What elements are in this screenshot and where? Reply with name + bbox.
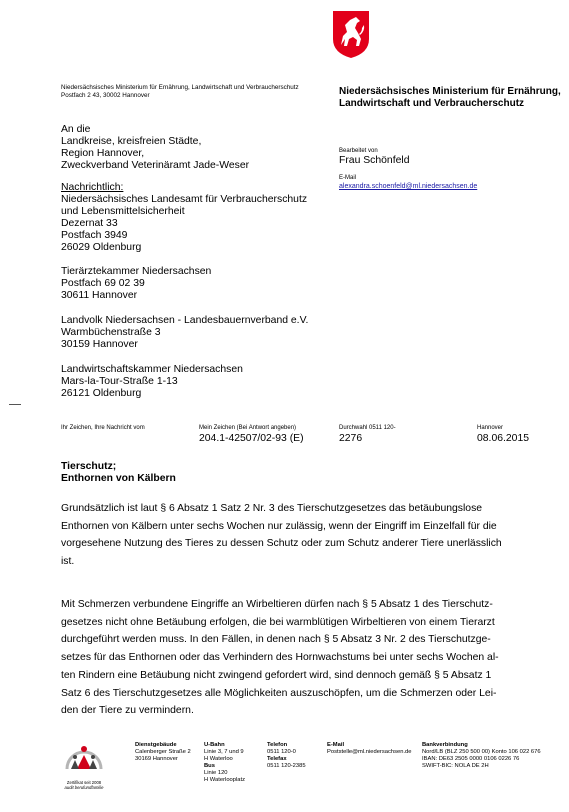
audit-berufundfamilie-logo: Zertifikat seit 2008 audit berufundfamilie	[61, 737, 107, 793]
extension-label: Durchwahl 0511 120-	[339, 425, 396, 431]
sender-line: Niedersächsisches Ministerium für Ernährung, Landwirtschaft und Verbraucherschutz	[61, 84, 299, 91]
cc-recipient-lavles: Nachrichtlich: Niedersächsisches Landesamt für Verbraucherschutz und Lebensmittelsicherheit Dezernat 33 Postfach 3949 26029 Oldenburg	[61, 182, 308, 253]
sender-address	[61, 84, 299, 100]
subject: Tierschutz; Enthornen von Kälbern	[61, 461, 176, 484]
letter-date: 08.06.2015	[477, 433, 530, 444]
footer-transit: U-Bahn Linie 3, 7 und 9 H Waterloo Bus Linie 120 H Waterlooplatz	[204, 742, 246, 783]
ministry-name: Niedersächsisches Ministerium für Ernährung, Landwirtschaft und Verbraucherschutz	[339, 86, 561, 109]
footer-email: E-Mail Poststelle@ml.niedersachsen.de	[327, 742, 412, 755]
email-label: E-Mail	[339, 175, 357, 181]
recipient-address: An die Landkreise, kreisfreien Städte, Region Hannover, Zweckverband Veterinäramt Jade-Weser	[61, 124, 250, 171]
cc-recipient-tieraerztekammer: Tierärztekammer Niedersachsen Postfach 69 02 39 30611 Hannover	[61, 266, 212, 301]
cc-heading: Nachrichtlich:	[61, 182, 124, 193]
place-label: Hannover	[477, 425, 504, 431]
my-reference-value: 204.1-42507/02-93 (E)	[199, 433, 304, 444]
body-paragraph-2: Mit Schmerzen verbundene Eingriffe an Wirbeltieren dürfen nach § 5 Absatz 1 des Tierschutz- gesetzes nicht ohne Betäubung erfolgen, die bei warmblütigen Wirbeltieren von einem Tierarzt durchgeführt werden muss. In den Fällen, in denen nach § 5 Absatz 3 Nr. 2 des Tierschutzge- setzes für das Enthornen oder das Verhindern des Hornwachstums bei unter sechs Wochen al- ten Rindern eine Betäubung nicht zwingend gefordert wird, sind dennoch gemäß § 5 Absatz 1 Satz 6 des Tierschutzgesetzes alle Möglichkeiten auszuschöpfen, um die Schmerzen oder Lei- den der Tiere zu vermindern.	[61, 599, 499, 717]
contact-email-link[interactable]: alexandra.schoenfeld@ml.niedersachsen.de	[339, 183, 478, 190]
sender-line: Postfach 2 43, 30002 Hannover	[61, 92, 150, 99]
family-audit-icon	[61, 737, 107, 775]
footer-bank: Bankverbindung Nord/LB (BLZ 250 500 00) Konto 106 022 676 IBAN: DE63 2505 0000 0106 0226 76 SWIFT-BIC: NOLA DE 2H	[422, 742, 541, 769]
body-paragraph-1: Grundsätzlich ist laut § 6 Absatz 1 Satz 2 Nr. 3 des Tierschutzgesetzes das betäubungslose Enthornen von Kälbern unter sechs Wochen nur zulässig, wenn der Eingriff im Einzelfall für die vorgesehene Nutzung des Tieres zu dessen Schutz oder zum Schutz anderer Tiere unerlässlich ist.	[61, 503, 502, 568]
contact-info	[339, 147, 477, 191]
handled-by-name: Frau Schönfeld	[339, 155, 410, 166]
coat-of-arms-horse-icon	[331, 9, 371, 59]
extension-value: 2276	[339, 433, 363, 444]
cc-recipient-landvolk: Landvolk Niedersachsen - Landesbauernverband e.V. Warmbüchenstraße 3 30159 Hannover	[61, 315, 309, 350]
your-reference-label: Ihr Zeichen, Ihre Nachricht vom	[61, 425, 145, 431]
fold-mark	[9, 404, 21, 405]
footer-phone: Telefon 0511 120-0 Telefax 0511 120-2385	[267, 742, 306, 769]
my-reference-label: Mein Zeichen (Bei Antwort angeben)	[199, 425, 297, 431]
handled-by-label: Bearbeitet von	[339, 148, 378, 154]
footer-building: Dienstgebäude Calenberger Straße 2 30169 Hannover	[135, 742, 191, 762]
cc-recipient-landwirtschaftskammer: Landwirtschaftskammer Niedersachsen Mars-la-Tour-Straße 1-13 26121 Oldenburg	[61, 364, 243, 399]
